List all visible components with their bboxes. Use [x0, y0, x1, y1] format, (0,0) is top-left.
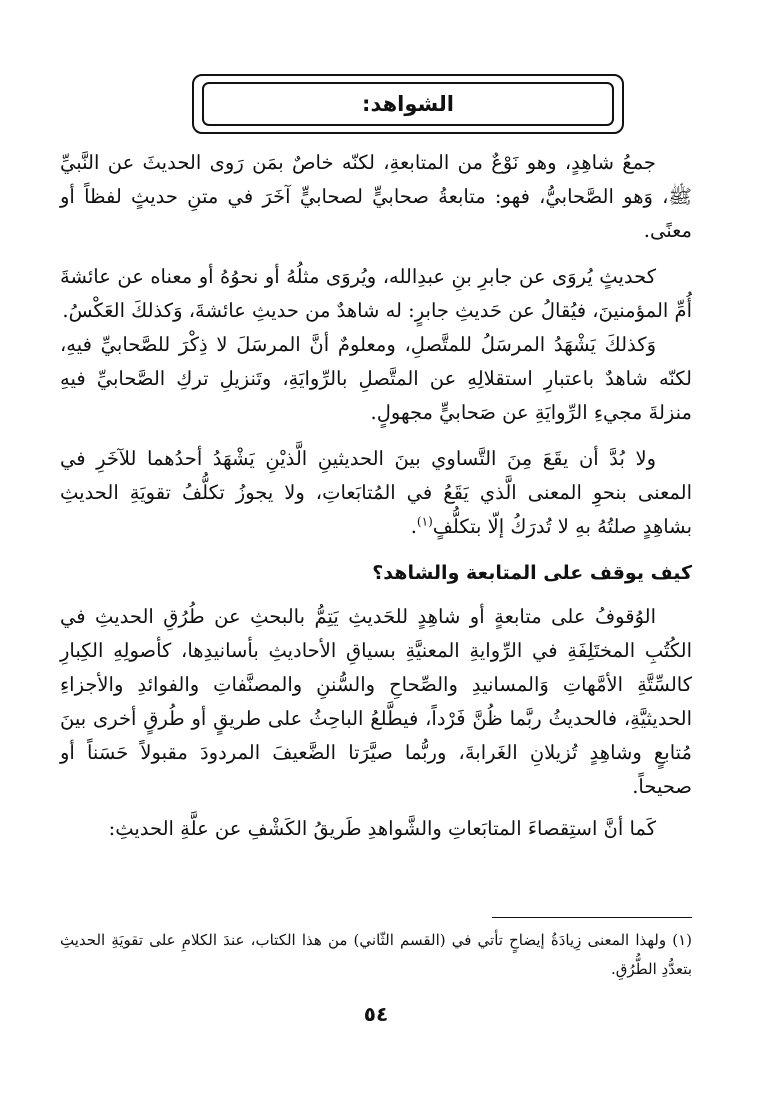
footnote: (١) ولهذا المعنى زِيادَةُ إيضاحٍ تأتي في (القسم الثّاني) من هذا الكتاب، عندَ الكلامِ على تقويَةِ الحديثِ بتعدُّدِ الطُّرُقِ.: [60, 931, 692, 978]
paragraph-condition-end: .: [410, 515, 417, 538]
footnote-divider: [492, 917, 692, 918]
paragraph-condition: [60, 442, 692, 544]
section-title-inner-frame: [202, 82, 614, 126]
footnote-reference: (١): [416, 514, 433, 529]
paragraph-method: الوُقوفُ على متابعةٍ أو شاهِدٍ للحَديثِ يَتِمُّ بالبحثِ عن طُرُقِ الحديثِ في الكُتُبِ المختَلِفَةِ في الرِّوايةِ المعنيَّةِ بسياقِ الأحاديثِ بأسانيدِها، كأصولِهِ الكِبارِ كالسِّتَّةِ الأمَّهاتِ وَالمسانيدِ والصِّحاحِ والسُّننِ والمصنَّفاتِ والفوائدِ والأجزاءِ الحديثيَّةِ، فالحديثُ ربَّما ظُنَّ فَرْداً، فيطَّلعُ الباحِثُ على طريقٍ أو طُرقٍ أخرى بينَ مُتابعٍ وشاهِدٍ تُزيلانِ الغَرابةَ، وربُّما صيَّرَتا الضَّعيفَ المردودَ مقبولاً حَسَناً أو صحيحاً.: [60, 605, 692, 798]
page-number: ٥٤: [363, 1002, 389, 1026]
section-heading: كيف يوقف على المتابعة والشاهد؟: [372, 562, 692, 584]
paragraph-condition-text: ولا بُدَّ أن يقَعَ مِنَ التَّساوي بينَ الحديثينِ الَّذيْنِ يَشْهَدُ أحدُهما للآخَرِ في المعنى بنحوِ المعنى الَّذي يَقَعُ في المُتابَعاتِ، ولا يجوزُ تكلُّفُ تقويَةِ الحديثِ بشاهِدٍ صلتُهُ بهِ لا تُدرَكُ إلّا بتكلُّفٍ: [60, 447, 692, 538]
paragraph-illness: كَما أنَّ استِقصاءَ المتابَعاتِ والشَّواهدِ طَريقُ الكَشْفِ عن علَّةِ الحديثِ:: [108, 817, 656, 840]
paragraph-mursal: وَكذلكَ يَشْهَدُ المرسَلُ للمتَّصلِ، ومعلومٌ أنَّ المرسَلَ لا ذِكْرَ للصَّحابيِّ فيهِ، لكنّه شاهدٌ باعتبارِ استقلالِهِ عن المتَّصلِ بالرِّوايَةِ، وتَنزيلِ تركِ الصَّحابيِّ فيهِ منزلةَ مجيءِ الرِّوايَةِ عن صَحابيٍّ مجهولٍ.: [60, 333, 692, 424]
body-text: [60, 146, 692, 846]
paragraph-example: كحديثٍ يُروَى عن جابرِ بنِ عبدِالله، ويُروَى مثلُهُ أو نحوُهُ أو معناه عن عائشةَ أُمِّ المؤمنينَ، فيُقالُ عن حَديثِ جابرٍ: له شاهدٌ من حديثِ عائشةَ، وَكذلكَ العَكْسُ.: [60, 265, 692, 322]
book-page: [60, 68, 692, 1068]
section-title-frame: [192, 74, 624, 134]
section-title: الشواهد:: [362, 92, 454, 116]
paragraph-definition: جمعُ شاهِدٍ، وهو نَوْعٌ من المتابعةِ، لكنّه خاصٌ بمَن رَوى الحديثَ عن النَّبيِّ ﷺ، وَهو الصَّحابيُّ، فهو: متابعةُ صحابيٍّ لصحابيٍّ آخَرَ في متنِ حديثٍ لفظاً أو معنًى.: [60, 151, 692, 242]
